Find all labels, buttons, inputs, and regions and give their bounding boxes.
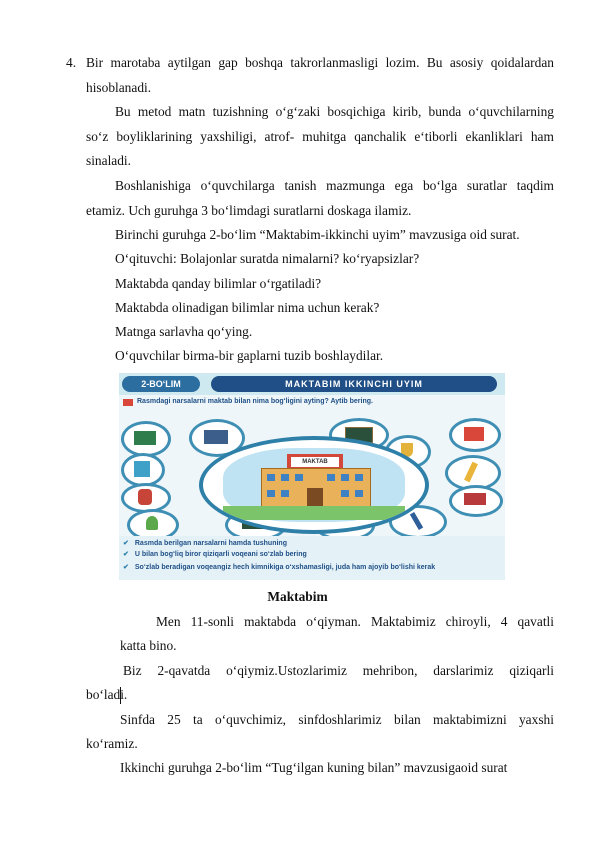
word: aytilgan (167, 55, 211, 70)
word: lozim. (385, 55, 420, 70)
paragraph-line (115, 178, 554, 194)
story-line (123, 663, 554, 679)
word: boshqa (245, 55, 283, 70)
teacher-question: Maktabda olinadigan bilimlar nima uchun kerak? (115, 300, 380, 315)
check-icon: ✔ (123, 540, 129, 547)
school-sign: MAKTAB (291, 457, 339, 467)
word: maktabimizni (433, 712, 507, 727)
story-title: Maktabim (267, 589, 328, 604)
word: 11-sonli (190, 614, 235, 629)
flag-icon (123, 399, 133, 406)
word: gap (218, 55, 238, 70)
paragraph-line: Ikkinchi guruhga 2-bo‘lim “Tug‘ilgan kuning bilan” mavzusigaoid surat (120, 760, 508, 775)
word: marotaba (110, 55, 161, 70)
word: qoidalardan (490, 55, 554, 70)
word: qiziqarli (509, 663, 554, 678)
word: metod (137, 104, 172, 119)
section-title: MAKTABIM IKKINCHI UYIM (211, 376, 497, 392)
word: mazmunga (326, 178, 385, 193)
word: chiroyli, (445, 614, 491, 629)
word: bosqichiga (327, 104, 386, 119)
word: Men (156, 614, 181, 629)
word: ega (394, 178, 414, 193)
task-prompt (123, 398, 503, 416)
story-line (120, 712, 554, 728)
word: so‘z (86, 129, 109, 144)
check-icon: ✔ (123, 564, 129, 571)
word: atrof- (264, 129, 295, 144)
word: kirib, (392, 104, 422, 119)
word: 2-qavatda (157, 663, 211, 678)
book-icon (449, 485, 503, 517)
section-tag: 2-BO‘LIM (122, 376, 200, 392)
word: boyliklarining (116, 129, 193, 144)
checklist-item: ✔ U bilan bog‘liq biror qiziqarli voqeani so‘zlab bering (123, 551, 307, 558)
word: mehribon, (362, 663, 418, 678)
word: Bu (115, 104, 131, 119)
word: yaxshiligi, (200, 129, 257, 144)
word: maktabda (244, 614, 297, 629)
story-line: katta bino. (120, 638, 177, 653)
checklist-item: ✔ So‘zlab beradigan voqeangiz hech kimnikiga o‘xshamasligi, juda ham ajoyib bo‘lishi kerak (123, 564, 436, 571)
word: bo‘lga (422, 178, 458, 193)
teacher-question: Maktabda qanday bilimlar o‘rgatiladi? (115, 276, 322, 291)
list-number: 4. (66, 55, 77, 70)
book-icon (121, 421, 171, 457)
paragraph-line (115, 104, 554, 120)
word: tanish (284, 178, 317, 193)
word: yaxshi (518, 712, 554, 727)
word: asosiy (449, 55, 484, 70)
paragraph-line (86, 129, 554, 145)
word: ekanliklari (465, 129, 523, 144)
word: e‘tiborli (414, 129, 458, 144)
book-icon (449, 418, 501, 452)
word: ham (530, 129, 554, 144)
word: tuzishning (212, 104, 269, 119)
check-icon: ✔ (123, 551, 129, 558)
teacher-question: Matnga sarlavha qo‘ying. (115, 324, 253, 339)
paragraph-line: Birinchi guruhga 2-bo‘lim “Maktabim-ikkinchi uyim” mavzusiga oid surat. (115, 227, 520, 242)
task-text: Rasmdagi narsalarni maktab bilan nima bog‘ligini ayting? Aytib bering. (137, 398, 373, 405)
story-line (156, 614, 554, 630)
word: takrorlanmasligi (290, 55, 379, 70)
word: qavatli (517, 614, 554, 629)
word: Bir (86, 55, 104, 70)
word: Biz (123, 663, 142, 678)
word: bunda (428, 104, 462, 119)
word: bilan (393, 712, 421, 727)
school-building-illustration (199, 436, 429, 534)
word: 4 (500, 614, 508, 629)
list-item-line: hisoblanadi. (86, 80, 152, 95)
word: 25 (167, 712, 181, 727)
word: matn (178, 104, 206, 119)
word: o‘quvchimiz, (214, 712, 286, 727)
teacher-question: O‘qituvchi: Bolajonlar suratda nimalarni? ko‘ryapsizlar? (115, 251, 420, 266)
word: qanchalik (354, 129, 407, 144)
textbook-illustration (119, 373, 505, 580)
word: darslarimiz (433, 663, 494, 678)
word: Boshlanishiga (115, 178, 191, 193)
word: Sinfda (120, 712, 155, 727)
word: o‘qiymiz.Ustozlarimiz (226, 663, 347, 678)
word: muhitga (302, 129, 347, 144)
word: o‘quvchilarning (468, 104, 554, 119)
word: ta (192, 712, 203, 727)
paragraph-line: etamiz. Uch guruhga 3 bo‘limdagi suratlarni doskaga ilamiz. (86, 203, 412, 218)
notebook-icon (121, 453, 165, 487)
word: o‘quvchilarga (200, 178, 275, 193)
word: o‘g‘zaki (275, 104, 321, 119)
paragraph-line: O‘quvchilar birma-bir gaplarni tuzib boshlaydilar. (115, 348, 384, 363)
checklist-item: ✔ Rasmda berilgan narsalarni hamda tushuning (123, 540, 287, 547)
word: sinfdoshlarimiz (298, 712, 382, 727)
word: Maktabimiz (370, 614, 436, 629)
illustration-header (119, 373, 505, 395)
story-line: bo‘ladi. (86, 687, 128, 702)
story-line: ko‘ramiz. (86, 736, 138, 751)
word: o‘qiyman. (306, 614, 361, 629)
word: Bu (426, 55, 443, 70)
checklist (119, 536, 505, 580)
list-item-line (86, 55, 554, 71)
word: suratlar (466, 178, 508, 193)
word: taqdim (516, 178, 554, 193)
paragraph-line: sinaladi. (86, 153, 131, 168)
